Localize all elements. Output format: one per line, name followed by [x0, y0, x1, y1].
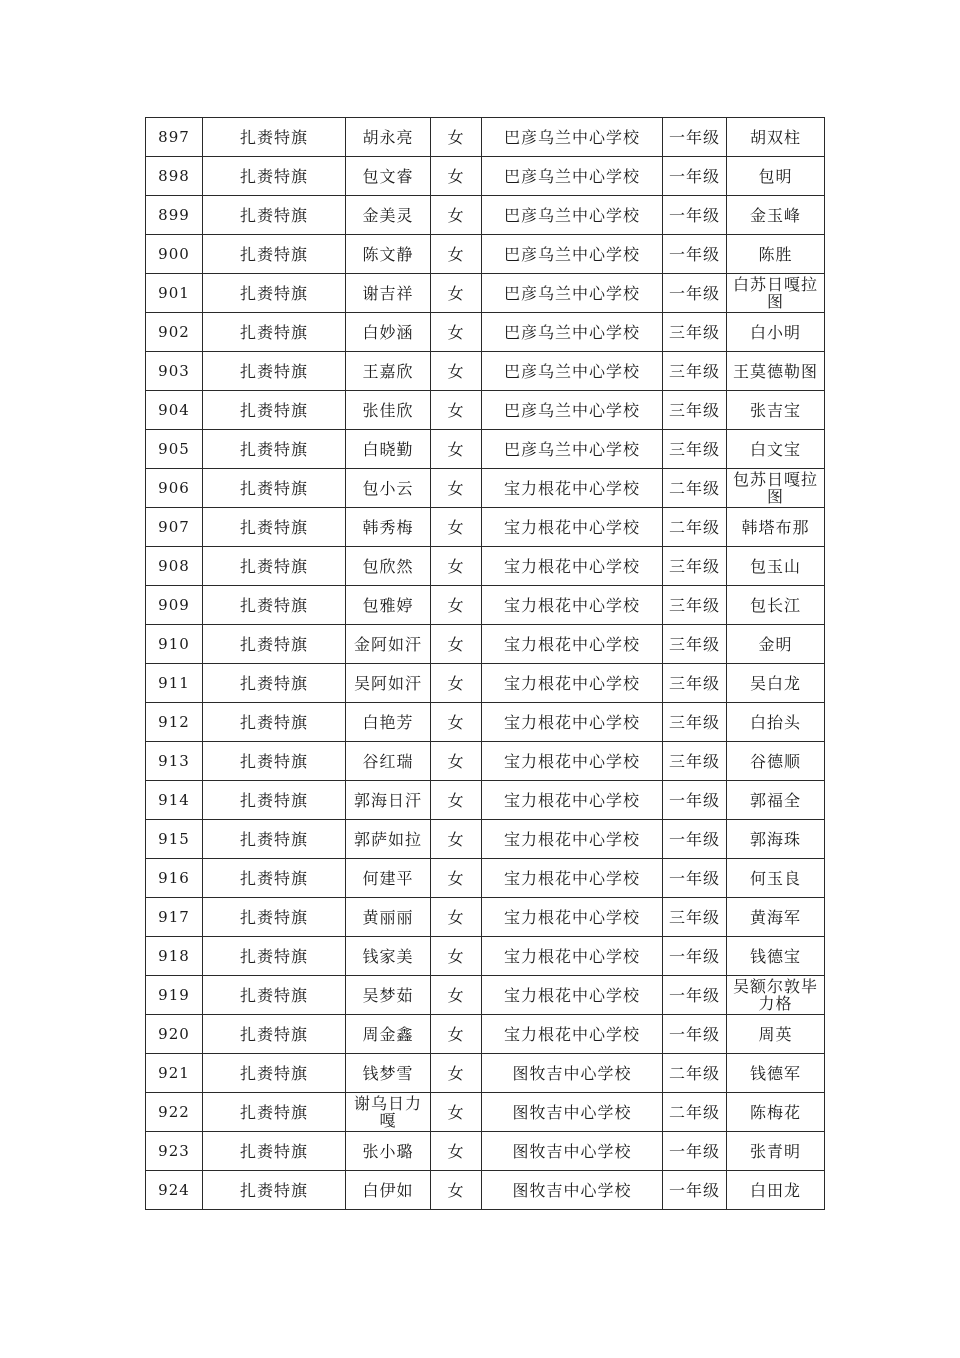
guardian-name-cell: 钱德宝	[727, 937, 825, 976]
region-cell: 扎赉特旗	[203, 274, 346, 313]
row-number: 922	[146, 1093, 203, 1132]
student-name-cell: 谢吉祥	[346, 274, 431, 313]
row-number: 912	[146, 703, 203, 742]
table-row	[146, 1171, 825, 1210]
school-cell: 宝力根花中心学校	[482, 469, 663, 508]
row-number: 914	[146, 781, 203, 820]
table-row	[146, 703, 825, 742]
guardian-name-cell: 陈梅花	[727, 1093, 825, 1132]
student-name-cell: 吴梦茹	[346, 976, 431, 1015]
region-cell: 扎赉特旗	[203, 469, 346, 508]
table-row	[146, 469, 825, 508]
guardian-name-cell: 张吉宝	[727, 391, 825, 430]
school-cell: 图牧吉中心学校	[482, 1054, 663, 1093]
student-name-cell: 韩秀梅	[346, 508, 431, 547]
guardian-name-cell: 胡双柱	[727, 118, 825, 157]
region-cell: 扎赉特旗	[203, 781, 346, 820]
student-name-cell: 白妙涵	[346, 313, 431, 352]
table-row	[146, 274, 825, 313]
school-cell: 巴彦乌兰中心学校	[482, 352, 663, 391]
row-number: 903	[146, 352, 203, 391]
grade-cell: 一年级	[663, 781, 727, 820]
gender-cell: 女	[431, 1093, 482, 1132]
student-name-cell: 金美灵	[346, 196, 431, 235]
region-cell: 扎赉特旗	[203, 1171, 346, 1210]
guardian-name-cell: 郭福全	[727, 781, 825, 820]
table-row	[146, 625, 825, 664]
gender-cell: 女	[431, 391, 482, 430]
student-name-cell: 白晓勤	[346, 430, 431, 469]
student-name-cell: 钱梦雪	[346, 1054, 431, 1093]
row-number: 915	[146, 820, 203, 859]
table-row	[146, 430, 825, 469]
gender-cell: 女	[431, 625, 482, 664]
school-cell: 宝力根花中心学校	[482, 820, 663, 859]
gender-cell: 女	[431, 820, 482, 859]
guardian-name-cell: 黄海军	[727, 898, 825, 937]
grade-cell: 三年级	[663, 547, 727, 586]
gender-cell: 女	[431, 1132, 482, 1171]
region-cell: 扎赉特旗	[203, 976, 346, 1015]
region-cell: 扎赉特旗	[203, 820, 346, 859]
gender-cell: 女	[431, 118, 482, 157]
region-cell: 扎赉特旗	[203, 235, 346, 274]
grade-cell: 一年级	[663, 820, 727, 859]
region-cell: 扎赉特旗	[203, 1132, 346, 1171]
region-cell: 扎赉特旗	[203, 391, 346, 430]
table-row	[146, 508, 825, 547]
school-cell: 巴彦乌兰中心学校	[482, 196, 663, 235]
table-row	[146, 1093, 825, 1132]
school-cell: 巴彦乌兰中心学校	[482, 235, 663, 274]
row-number: 907	[146, 508, 203, 547]
region-cell: 扎赉特旗	[203, 664, 346, 703]
region-cell: 扎赉特旗	[203, 118, 346, 157]
row-number: 916	[146, 859, 203, 898]
school-cell: 宝力根花中心学校	[482, 586, 663, 625]
school-cell: 图牧吉中心学校	[482, 1132, 663, 1171]
region-cell: 扎赉特旗	[203, 898, 346, 937]
guardian-name-cell: 包玉山	[727, 547, 825, 586]
guardian-name-cell: 吴额尔敦毕力格	[727, 976, 825, 1015]
gender-cell: 女	[431, 469, 482, 508]
grade-cell: 一年级	[663, 976, 727, 1015]
school-cell: 宝力根花中心学校	[482, 664, 663, 703]
region-cell: 扎赉特旗	[203, 1015, 346, 1054]
grade-cell: 三年级	[663, 898, 727, 937]
gender-cell: 女	[431, 157, 482, 196]
row-number: 897	[146, 118, 203, 157]
school-cell: 巴彦乌兰中心学校	[482, 274, 663, 313]
gender-cell: 女	[431, 1015, 482, 1054]
gender-cell: 女	[431, 508, 482, 547]
student-name-cell: 谢乌日力嘎	[346, 1093, 431, 1132]
student-name-cell: 吴阿如汗	[346, 664, 431, 703]
region-cell: 扎赉特旗	[203, 742, 346, 781]
table-row	[146, 898, 825, 937]
school-cell: 巴彦乌兰中心学校	[482, 157, 663, 196]
guardian-name-cell: 吴白龙	[727, 664, 825, 703]
school-cell: 图牧吉中心学校	[482, 1171, 663, 1210]
student-name-cell: 郭萨如拉	[346, 820, 431, 859]
region-cell: 扎赉特旗	[203, 547, 346, 586]
grade-cell: 一年级	[663, 1015, 727, 1054]
school-cell: 宝力根花中心学校	[482, 976, 663, 1015]
grade-cell: 三年级	[663, 742, 727, 781]
gender-cell: 女	[431, 742, 482, 781]
guardian-name-cell: 包长江	[727, 586, 825, 625]
table-row	[146, 742, 825, 781]
student-name-cell: 胡永亮	[346, 118, 431, 157]
grade-cell: 二年级	[663, 1093, 727, 1132]
table-row	[146, 976, 825, 1015]
table-row	[146, 820, 825, 859]
school-cell: 巴彦乌兰中心学校	[482, 391, 663, 430]
row-number: 904	[146, 391, 203, 430]
table-row	[146, 235, 825, 274]
student-name-cell: 包小云	[346, 469, 431, 508]
row-number: 905	[146, 430, 203, 469]
row-number: 899	[146, 196, 203, 235]
grade-cell: 二年级	[663, 508, 727, 547]
row-number: 924	[146, 1171, 203, 1210]
school-cell: 宝力根花中心学校	[482, 898, 663, 937]
row-number: 900	[146, 235, 203, 274]
table-row	[146, 118, 825, 157]
gender-cell: 女	[431, 703, 482, 742]
region-cell: 扎赉特旗	[203, 313, 346, 352]
grade-cell: 一年级	[663, 859, 727, 898]
guardian-name-cell: 白田龙	[727, 1171, 825, 1210]
guardian-name-cell: 白小明	[727, 313, 825, 352]
table-row	[146, 664, 825, 703]
school-cell: 宝力根花中心学校	[482, 1015, 663, 1054]
region-cell: 扎赉特旗	[203, 430, 346, 469]
table-row	[146, 1054, 825, 1093]
table-row	[146, 1132, 825, 1171]
student-table	[145, 117, 825, 1210]
student-name-cell: 包雅婷	[346, 586, 431, 625]
student-name-cell: 钱家美	[346, 937, 431, 976]
grade-cell: 三年级	[663, 313, 727, 352]
school-cell: 宝力根花中心学校	[482, 781, 663, 820]
school-cell: 宝力根花中心学校	[482, 859, 663, 898]
region-cell: 扎赉特旗	[203, 937, 346, 976]
guardian-name-cell: 陈胜	[727, 235, 825, 274]
school-cell: 宝力根花中心学校	[482, 547, 663, 586]
student-name-cell: 包文睿	[346, 157, 431, 196]
grade-cell: 一年级	[663, 937, 727, 976]
grade-cell: 一年级	[663, 1132, 727, 1171]
row-number: 902	[146, 313, 203, 352]
gender-cell: 女	[431, 781, 482, 820]
grade-cell: 一年级	[663, 118, 727, 157]
grade-cell: 三年级	[663, 703, 727, 742]
region-cell: 扎赉特旗	[203, 586, 346, 625]
row-number: 908	[146, 547, 203, 586]
guardian-name-cell: 何玉良	[727, 859, 825, 898]
school-cell: 宝力根花中心学校	[482, 703, 663, 742]
school-cell: 巴彦乌兰中心学校	[482, 430, 663, 469]
region-cell: 扎赉特旗	[203, 625, 346, 664]
row-number: 920	[146, 1015, 203, 1054]
row-number: 909	[146, 586, 203, 625]
school-cell: 图牧吉中心学校	[482, 1093, 663, 1132]
region-cell: 扎赉特旗	[203, 703, 346, 742]
gender-cell: 女	[431, 937, 482, 976]
gender-cell: 女	[431, 1171, 482, 1210]
row-number: 913	[146, 742, 203, 781]
region-cell: 扎赉特旗	[203, 1054, 346, 1093]
gender-cell: 女	[431, 859, 482, 898]
student-name-cell: 金阿如汗	[346, 625, 431, 664]
school-cell: 宝力根花中心学校	[482, 742, 663, 781]
table-row	[146, 586, 825, 625]
gender-cell: 女	[431, 547, 482, 586]
gender-cell: 女	[431, 196, 482, 235]
row-number: 898	[146, 157, 203, 196]
region-cell: 扎赉特旗	[203, 157, 346, 196]
grade-cell: 二年级	[663, 469, 727, 508]
guardian-name-cell: 包苏日嘎拉图	[727, 469, 825, 508]
row-number: 919	[146, 976, 203, 1015]
table-row	[146, 196, 825, 235]
gender-cell: 女	[431, 586, 482, 625]
gender-cell: 女	[431, 1054, 482, 1093]
student-name-cell: 谷红瑞	[346, 742, 431, 781]
region-cell: 扎赉特旗	[203, 196, 346, 235]
gender-cell: 女	[431, 664, 482, 703]
student-name-cell: 黄丽丽	[346, 898, 431, 937]
guardian-name-cell: 韩塔布那	[727, 508, 825, 547]
grade-cell: 三年级	[663, 430, 727, 469]
school-cell: 巴彦乌兰中心学校	[482, 118, 663, 157]
grade-cell: 三年级	[663, 586, 727, 625]
region-cell: 扎赉特旗	[203, 859, 346, 898]
guardian-name-cell: 谷德顺	[727, 742, 825, 781]
guardian-name-cell: 王莫德勒图	[727, 352, 825, 391]
grade-cell: 三年级	[663, 664, 727, 703]
grade-cell: 三年级	[663, 391, 727, 430]
gender-cell: 女	[431, 898, 482, 937]
grade-cell: 三年级	[663, 352, 727, 391]
row-number: 901	[146, 274, 203, 313]
region-cell: 扎赉特旗	[203, 508, 346, 547]
table-row	[146, 313, 825, 352]
gender-cell: 女	[431, 274, 482, 313]
grade-cell: 一年级	[663, 1171, 727, 1210]
table-row	[146, 157, 825, 196]
student-name-cell: 王嘉欣	[346, 352, 431, 391]
gender-cell: 女	[431, 976, 482, 1015]
student-name-cell: 陈文静	[346, 235, 431, 274]
gender-cell: 女	[431, 430, 482, 469]
table-row	[146, 352, 825, 391]
grade-cell: 一年级	[663, 235, 727, 274]
region-cell: 扎赉特旗	[203, 352, 346, 391]
gender-cell: 女	[431, 235, 482, 274]
guardian-name-cell: 张青明	[727, 1132, 825, 1171]
student-name-cell: 张小璐	[346, 1132, 431, 1171]
student-name-cell: 郭海日汗	[346, 781, 431, 820]
grade-cell: 三年级	[663, 625, 727, 664]
student-name-cell: 周金鑫	[346, 1015, 431, 1054]
grade-cell: 一年级	[663, 274, 727, 313]
grade-cell: 一年级	[663, 157, 727, 196]
student-name-cell: 张佳欣	[346, 391, 431, 430]
table-row	[146, 1015, 825, 1054]
student-name-cell: 白艳芳	[346, 703, 431, 742]
row-number: 910	[146, 625, 203, 664]
school-cell: 宝力根花中心学校	[482, 937, 663, 976]
guardian-name-cell: 钱德军	[727, 1054, 825, 1093]
student-name-cell: 包欣然	[346, 547, 431, 586]
gender-cell: 女	[431, 313, 482, 352]
guardian-name-cell: 郭海珠	[727, 820, 825, 859]
student-table-body	[146, 118, 825, 1210]
grade-cell: 二年级	[663, 1054, 727, 1093]
school-cell: 宝力根花中心学校	[482, 508, 663, 547]
region-cell: 扎赉特旗	[203, 1093, 346, 1132]
guardian-name-cell: 白抬头	[727, 703, 825, 742]
guardian-name-cell: 周英	[727, 1015, 825, 1054]
table-row	[146, 859, 825, 898]
row-number: 918	[146, 937, 203, 976]
table-row	[146, 547, 825, 586]
table-row	[146, 781, 825, 820]
row-number: 921	[146, 1054, 203, 1093]
row-number: 911	[146, 664, 203, 703]
gender-cell: 女	[431, 352, 482, 391]
guardian-name-cell: 白文宝	[727, 430, 825, 469]
grade-cell: 一年级	[663, 196, 727, 235]
guardian-name-cell: 金明	[727, 625, 825, 664]
student-name-cell: 白伊如	[346, 1171, 431, 1210]
row-number: 923	[146, 1132, 203, 1171]
row-number: 917	[146, 898, 203, 937]
guardian-name-cell: 白苏日嘎拉图	[727, 274, 825, 313]
school-cell: 巴彦乌兰中心学校	[482, 313, 663, 352]
table-row	[146, 391, 825, 430]
table-row	[146, 937, 825, 976]
student-name-cell: 何建平	[346, 859, 431, 898]
guardian-name-cell: 包明	[727, 157, 825, 196]
row-number: 906	[146, 469, 203, 508]
guardian-name-cell: 金玉峰	[727, 196, 825, 235]
school-cell: 宝力根花中心学校	[482, 625, 663, 664]
